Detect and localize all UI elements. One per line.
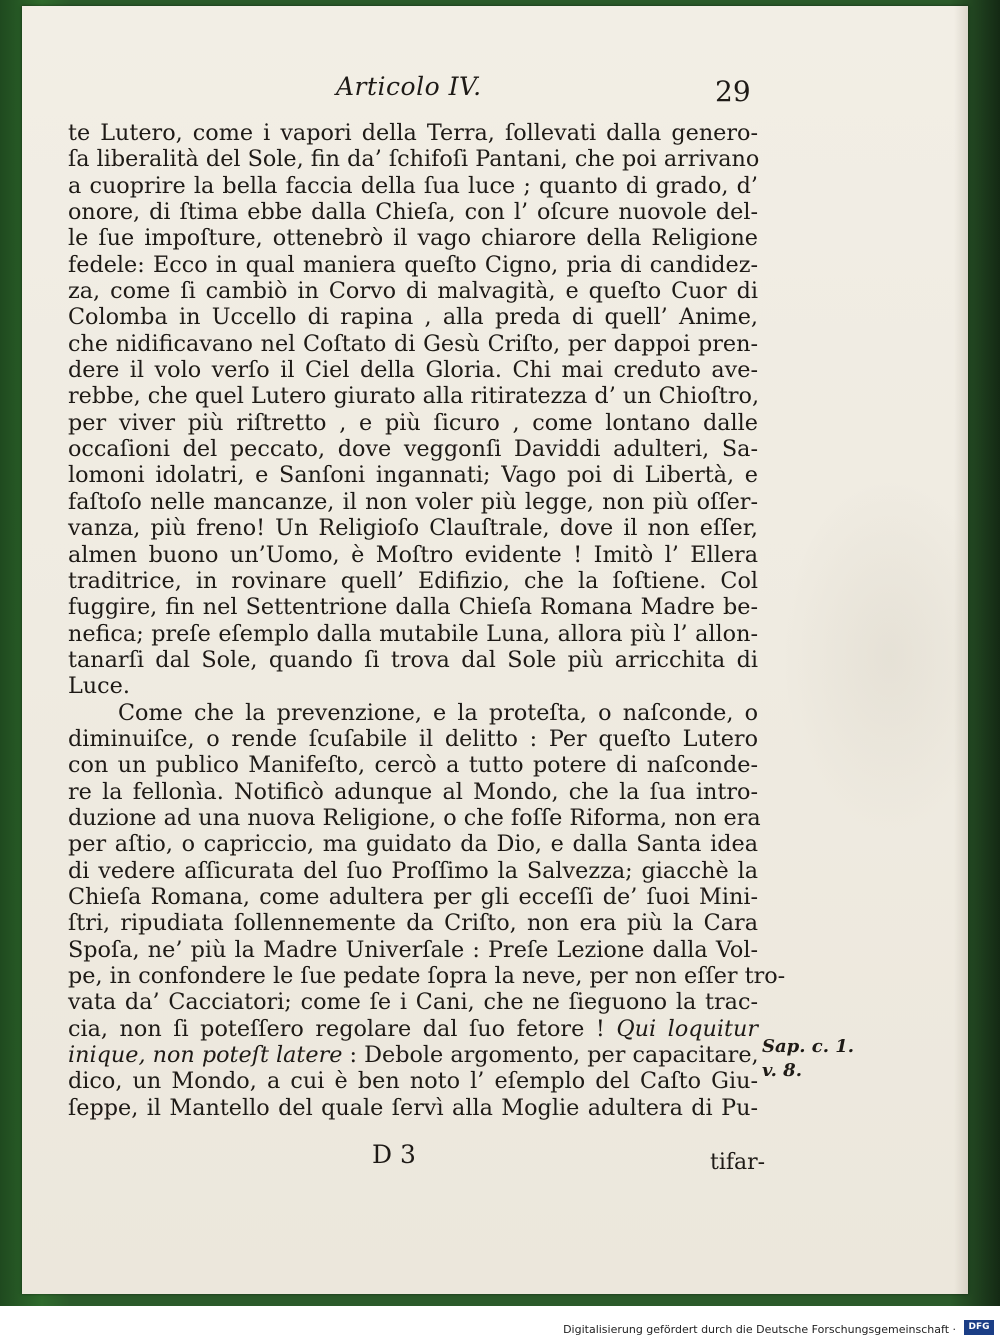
text-line: traditrice, in rovinare quell’ Edifizio, che la ſoſtiene. Col [68, 567, 758, 594]
latin-quote-start: Qui loquitur [616, 1015, 758, 1042]
text-segment: : Debole argomento, per capacitare, [349, 1042, 759, 1069]
text-line-with-quote [68, 1016, 758, 1042]
text-line-with-quote [68, 1042, 758, 1068]
catchword: tifar- [710, 1150, 766, 1175]
paragraph-first-line: Come che la prevenzione, e la proteſta, o naſconde, o [118, 699, 758, 726]
text-line: ſeppe, il Mantello del quale ſervì alla Moglie adultera di Pu- [68, 1094, 758, 1121]
text-line: lomoni idolatri, e Sanſoni ingannati; Vago poi di Libertà, e [68, 462, 758, 489]
text-line: fedele: Ecco in qual maniera queſto Cigno, pria di candidez- [68, 251, 758, 278]
text-line: faſtoſo nelle mancanze, il non voler più legge, non più oſſer- [68, 488, 758, 515]
text-line: le ſue impoſture, ottenebrò il vago chiarore della Religione [68, 225, 758, 252]
text-line: Chieſa Romana, come adultera per gli ecceſſi de’ ſuoi Mini- [68, 883, 758, 910]
text-line: dico, un Mondo, a cui è ben noto l’ eſemplo del Caſto Giu- [68, 1068, 758, 1095]
text-line: nefica; preſe eſemplo dalla mutabile Luna, allora più l’ allon- [68, 620, 758, 647]
signature-mark: D 3 [372, 1140, 416, 1169]
text-line: pe, in confondere le ſue pedate ſopra la neve, per non eſſer tro- [68, 963, 786, 989]
text-line: di vedere aſſicurata del ſuo Proſſimo la Salvezza; giacchè la [68, 857, 758, 884]
text-line: diminuiſce, o rende ſcuſabile il delitto : Per queſto Lutero [68, 725, 758, 752]
text-line: ſa liberalità del Sole, fin da’ ſchifoſi Pantani, che poi arrivano [68, 146, 760, 173]
dfg-logo: DFG [964, 1320, 994, 1335]
running-title: Articolo IV. [336, 72, 482, 101]
text-line: con un publico Manifeſto, cercò a tutto potere di naſconde- [68, 752, 758, 779]
text-line: rebbe, che quel Lutero giurato alla ritiratezza d’ un Chioſtro, [68, 383, 760, 410]
text-line: a cuoprire la bella faccia della ſua luce ; quanto di grado, d’ [68, 172, 758, 199]
page-number: 29 [715, 75, 751, 108]
text-line: ſtri, ripudiata ſollennemente da Criſto, non era più la Cara [68, 910, 758, 937]
text-line: za, come ſi cambiò in Corvo di malvagità, e queſto Cuor di [68, 278, 758, 305]
ink-bleed-through [782, 476, 962, 836]
text-line: occaſioni del peccato, dove veggonſi Daviddi adulteri, Sa- [68, 436, 758, 463]
latin-quote-end: inique, non poteſt latere [68, 1042, 343, 1069]
text-line: tanarſi dal Sole, quando ſi trova dal Sole più arricchita di [68, 646, 758, 673]
digitization-credit: Digitalisierung gefördert durch die Deutsche Forschungsgemeinschaft · [563, 1323, 956, 1336]
text-line: dere il volo verſo il Ciel della Gloria. Chi mai creduto ave- [68, 357, 758, 384]
text-line: vanza, più freno! Un Religioſo Clauſtrale, dove il non eſſer, [68, 515, 758, 542]
page-edge-shadow [954, 6, 968, 1294]
text-line: Colomba in Uccello di rapina , alla preda di quell’ Anime, [68, 304, 758, 331]
citation-line: Sap. c. 1. [762, 1036, 855, 1057]
text-segment: cia, non ſi poteſſero regolare dal ſuo fetore ! [68, 1015, 605, 1042]
text-line: fuggire, fin nel Settentrione dalla Chieſa Romana Madre be- [68, 594, 758, 621]
text-line: Spoſa, ne’ più la Madre Univerſale : Preſe Lezione dalla Vol- [68, 936, 758, 963]
text-line: per aſtio, o capriccio, ma guidato da Dio, e dalla Santa idea [68, 831, 758, 858]
text-line: re la fellonìa. Notificò adunque al Mondo, che la ſua intro- [68, 778, 758, 805]
citation-line: v. 8. [762, 1060, 802, 1081]
text-line: che nidificavano nel Coſtato di Gesù Criſto, per dappoi pren- [68, 330, 758, 357]
marginal-citation [762, 1035, 854, 1083]
text-line: onore, di ſtima ebbe dalla Chieſa, con l’ oſcure nuovole del- [68, 199, 758, 226]
text-line: vata da’ Cacciatori; come ſe i Cani, che ne ſieguono la trac- [68, 989, 758, 1016]
text-line: Luce. [68, 673, 130, 700]
text-line: almen buono un’Uomo, è Moſtro evidente ! Imitò l’ Ellera [68, 541, 758, 568]
text-line: per viver più riſtretto , e più ſicuro , come lontano dalle [68, 409, 758, 436]
text-line: te Lutero, come i vapori della Terra, ſollevati dalla genero- [68, 120, 758, 146]
text-line: duzione ad una nuova Religione, o che foſſe Riforma, non era [68, 804, 761, 831]
